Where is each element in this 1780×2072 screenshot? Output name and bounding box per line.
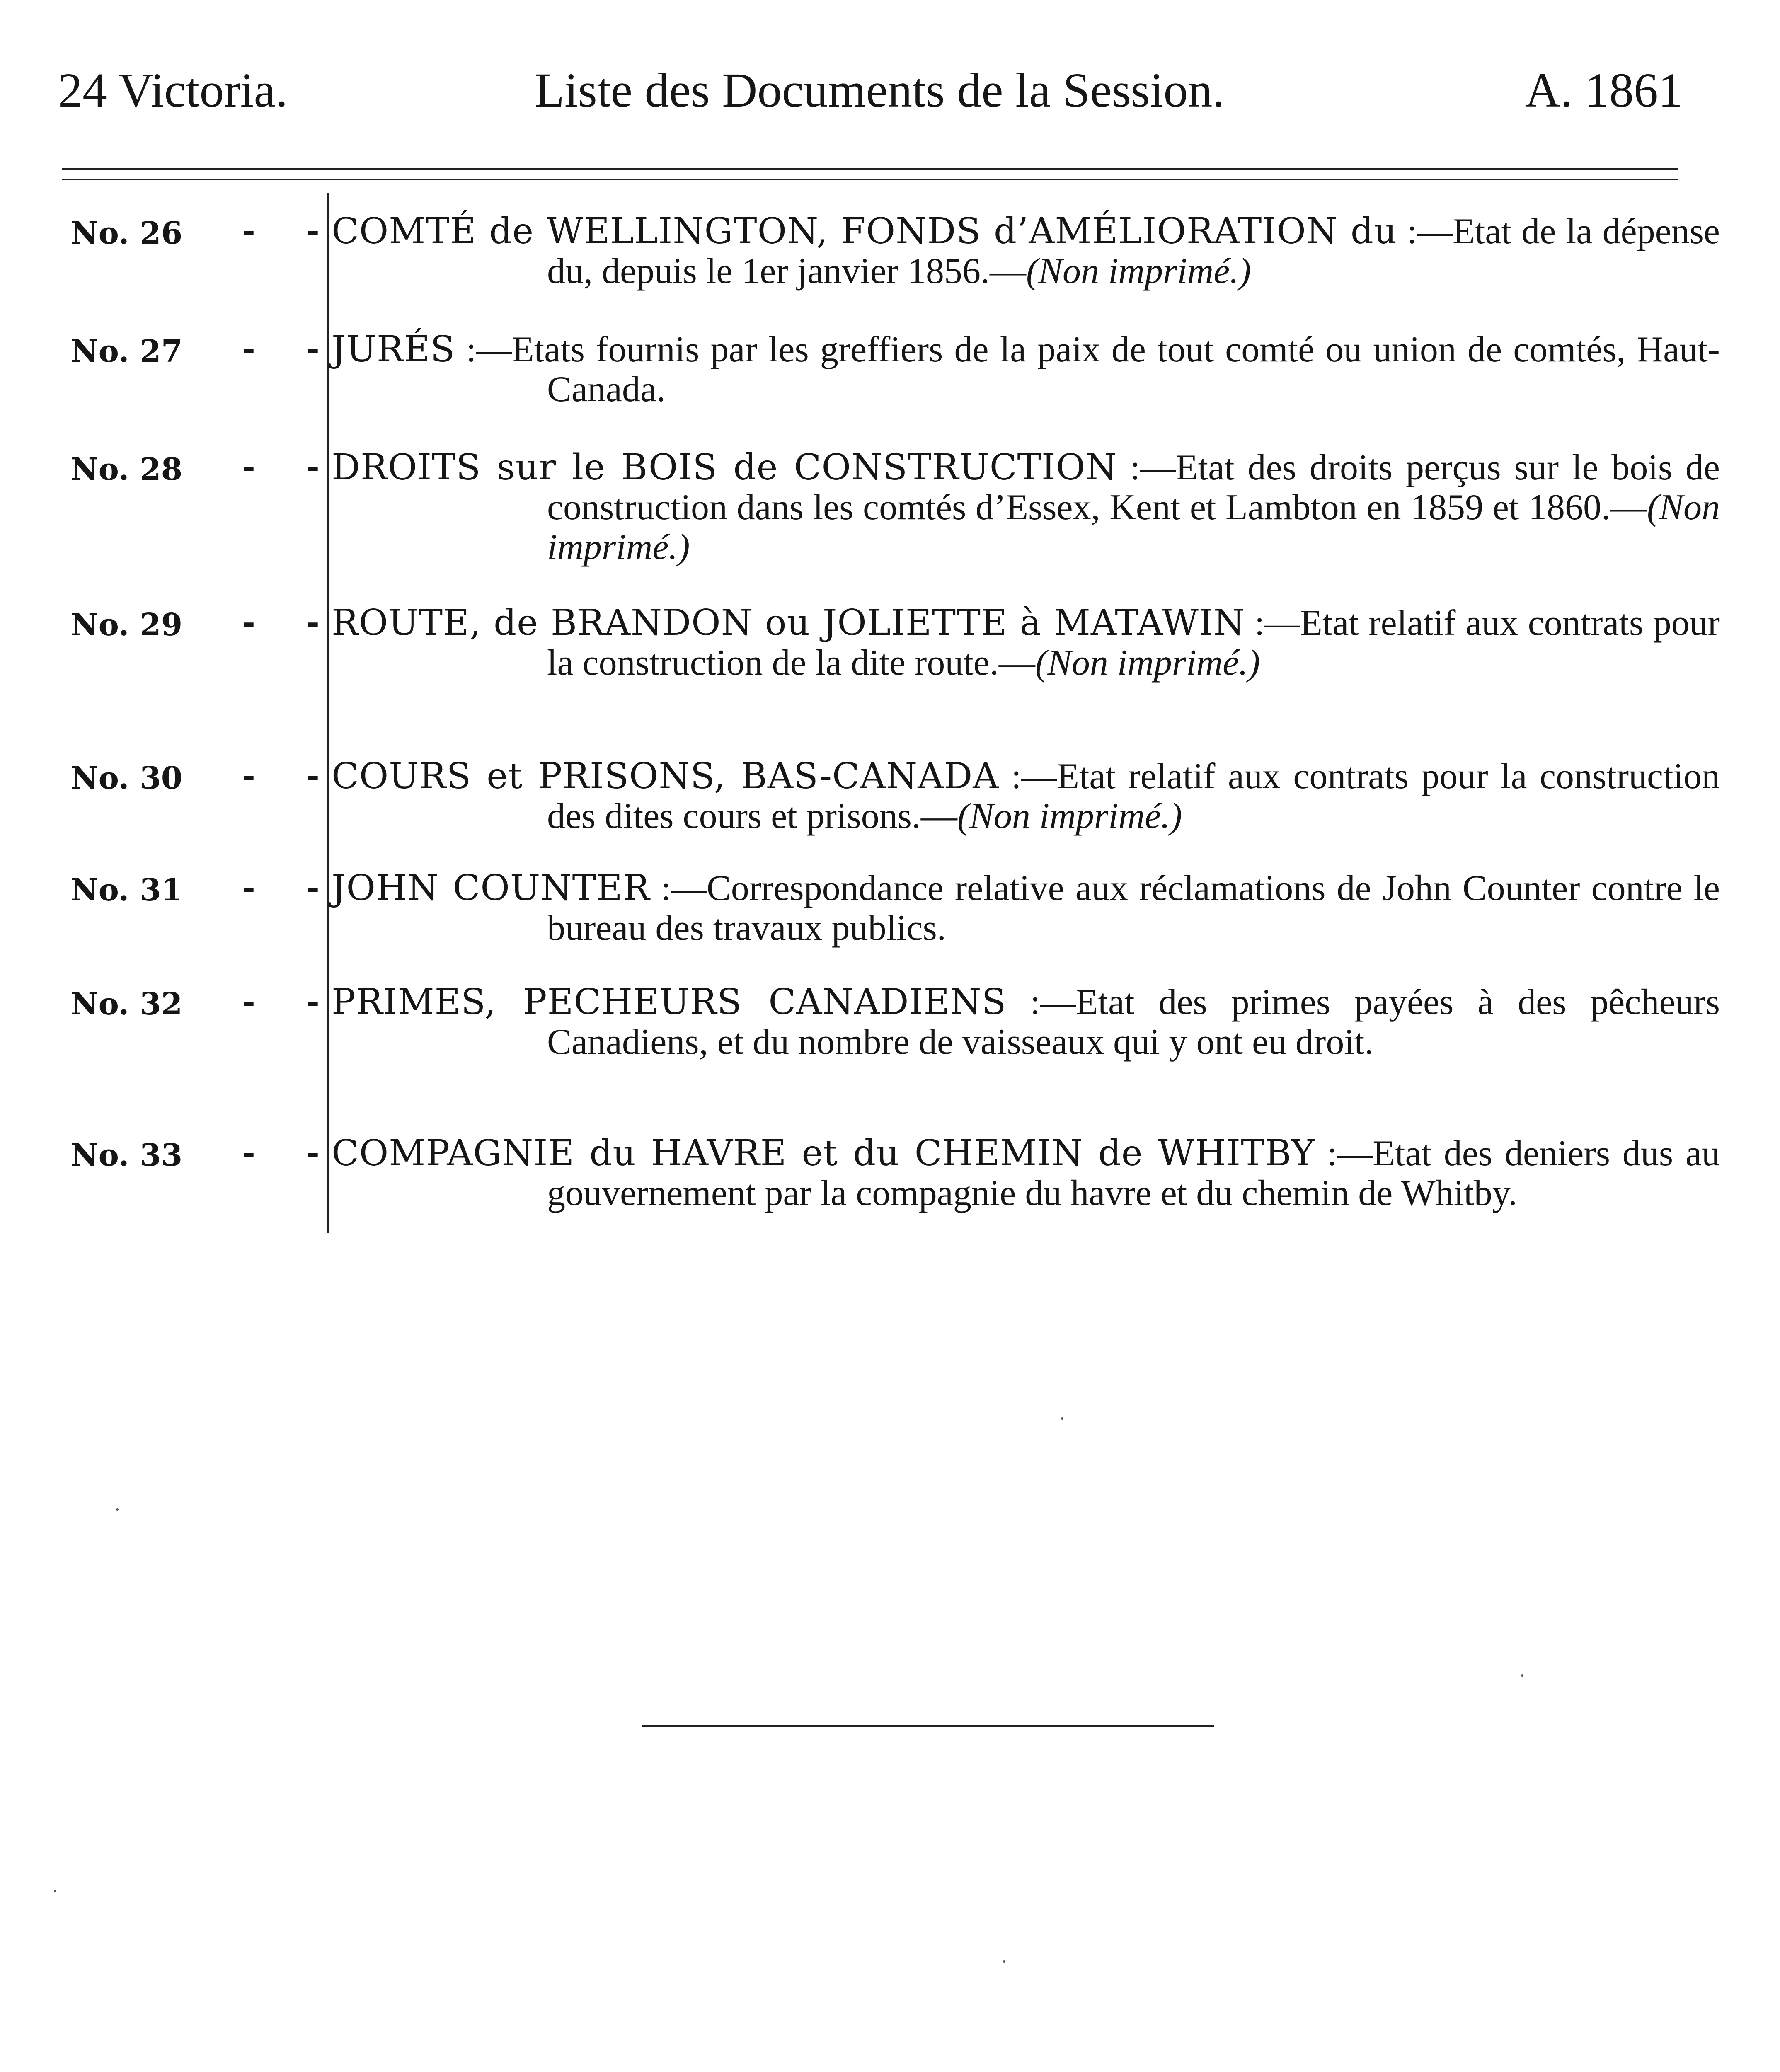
entry-number: No. 30 [70, 760, 183, 796]
entry-leader: - [242, 331, 255, 367]
entry-leader: - [307, 984, 320, 1019]
entry-leader: - [242, 870, 255, 905]
entry-title: COMTÉ de WELLINGTON, FONDS d’AMÉLIORATION du [332, 211, 1397, 252]
entry-note: (Non imprimé.) [1035, 643, 1260, 683]
entry-leader: - [242, 605, 255, 640]
entry-number: No. 27 [70, 334, 183, 369]
list-item [58, 325, 1720, 443]
list-item [58, 599, 1720, 752]
entry-body: Etat des deniers dus au gouvernement par la compagnie du havre et du chemin de Whitby. [547, 1133, 1720, 1213]
entry-body: Correspondance relative aux réclamations de John Counter contre le bureau des travaux publics. [547, 868, 1720, 948]
header-double-rule [62, 168, 1678, 180]
print-speck [116, 1508, 119, 1511]
session-year-label: 24 Victoria. [58, 63, 288, 117]
list-item [58, 207, 1720, 325]
entry-text [332, 325, 1720, 430]
entry-text [332, 207, 1720, 312]
entry-body: Etats fournis par les greffiers de la paix de tout comté ou union de comtés, Haut-Canada. [511, 329, 1720, 409]
entry-body: Etat de la dépense du, depuis le 1er janvier 1856.— [547, 211, 1720, 291]
entry-note: (Non imprimé.) [547, 487, 1720, 567]
entry-body: Etat des primes payées à des pêcheurs Canadiens, et du nombre de vaisseaux qui y ont eu droit. [547, 982, 1720, 1062]
entry-text [332, 599, 1720, 704]
entry-leader: - [242, 758, 255, 794]
entry-leader: - [307, 213, 320, 249]
list-item [58, 864, 1720, 978]
list-item [58, 443, 1720, 599]
entry-separator: :— [1245, 603, 1300, 643]
page-title: Liste des Documents de la Session. [535, 63, 1225, 117]
entry-separator: :— [999, 756, 1057, 796]
entry-separator: :— [1117, 448, 1176, 487]
entry-title: ROUTE, de BRANDON ou JOLIETTE à MATAWIN [332, 602, 1245, 644]
entry-text [332, 978, 1720, 1083]
running-head [58, 62, 1683, 137]
entry-title: JOHN COUNTER [332, 867, 650, 909]
entry-text [332, 752, 1720, 857]
entry-text [332, 443, 1720, 588]
entry-separator: :— [1006, 982, 1076, 1022]
print-speck [54, 1890, 56, 1892]
entry-title: PRIMES, PECHEURS CANADIENS [332, 981, 1007, 1023]
entry-leader: - [242, 1135, 255, 1171]
entry-separator: :— [455, 329, 512, 369]
entry-separator: :— [650, 868, 707, 908]
list-item [58, 752, 1720, 864]
entry-number: No. 29 [70, 607, 183, 643]
entry-number: No. 33 [70, 1138, 183, 1173]
print-speck [1003, 1960, 1005, 1963]
entry-note: (Non imprimé.) [1026, 251, 1251, 291]
entry-title: DROITS sur le BOIS de CONSTRUCTION [332, 447, 1117, 488]
year-label: A. 1861 [1525, 63, 1683, 117]
entry-leader: - [307, 331, 320, 367]
entry-title: JURÉS [332, 329, 455, 370]
entry-text [332, 864, 1720, 969]
entry-number: No. 31 [70, 872, 183, 908]
closing-rule [642, 1725, 1214, 1727]
print-speck [1061, 1417, 1063, 1420]
entry-separator: :— [1397, 211, 1453, 251]
entry-number: No. 28 [70, 452, 183, 487]
entry-leader: - [307, 870, 320, 905]
entry-leader: - [307, 449, 320, 485]
entry-leader: - [242, 984, 255, 1019]
entry-leader: - [307, 605, 320, 640]
entry-body: Etat relatif aux contrats pour la construction des dites cours et prisons.— [547, 756, 1720, 836]
entry-number: No. 26 [70, 215, 183, 251]
entry-leader: - [307, 758, 320, 794]
entry-note: (Non imprimé.) [957, 796, 1182, 836]
entry-body: Etat relatif aux contrats pour la construction de la dite route.— [547, 603, 1720, 683]
entry-body: Etat des droits perçus sur le bois de construction dans les comtés d’Essex, Kent et Lambton en 1859 et 1860.— [547, 448, 1720, 528]
entry-leader: - [242, 213, 255, 249]
entry-title: COMPAGNIE du HAVRE et du CHEMIN de WHITBY [332, 1133, 1315, 1174]
list-item [58, 978, 1720, 1129]
entry-title: COURS et PRISONS, BAS-CANADA [332, 755, 999, 797]
entry-number: No. 32 [70, 986, 183, 1022]
entry-leader: - [242, 449, 255, 485]
entry-leader: - [307, 1135, 320, 1171]
entry-separator: :— [1315, 1133, 1373, 1173]
entry-text [332, 1129, 1720, 1234]
document-list [58, 207, 1720, 1266]
print-speck [1521, 1674, 1523, 1677]
list-item [58, 1129, 1720, 1266]
